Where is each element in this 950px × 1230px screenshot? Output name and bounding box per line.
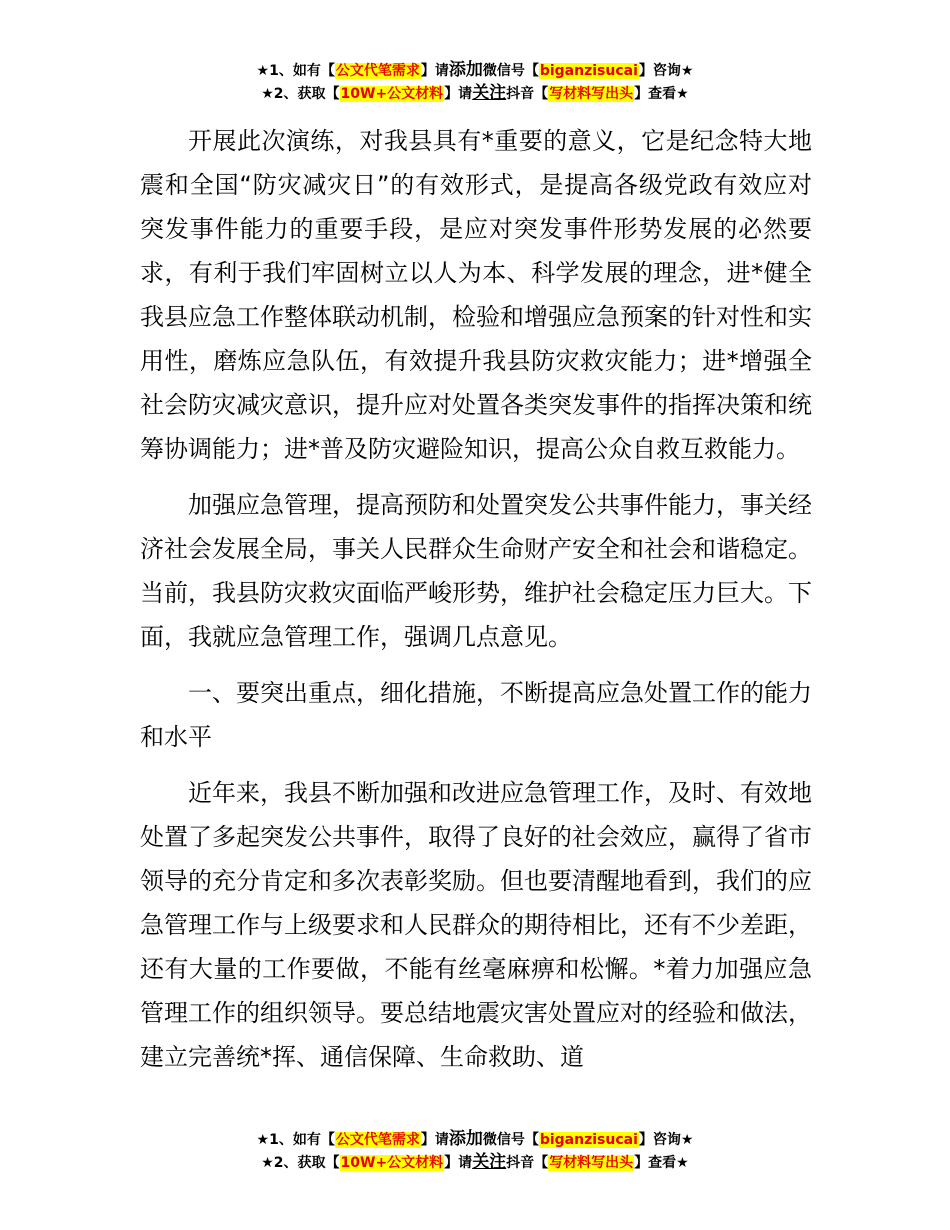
header-line-1-emph: 添加 <box>448 60 483 80</box>
header-line-2-prefix: ★2、获取【 <box>261 86 340 102</box>
footer-banner <box>0 1128 950 1174</box>
footer-line-2 <box>0 1151 950 1174</box>
header-line-1-prefix: ★1、如有【 <box>256 63 335 79</box>
footer-line-1-prefix: ★1、如有【 <box>256 1132 335 1148</box>
footer-line-1-mid-a: 】请 <box>420 1132 449 1148</box>
header-wechat-id: biganzisucai <box>539 63 638 79</box>
header-banner <box>0 59 950 105</box>
header-line-1-suffix: 】咨询★ <box>638 63 694 79</box>
footer-douyin-id: 写材料写出头 <box>549 1155 634 1171</box>
header-line-1-mid-b: 微信号【 <box>482 63 539 79</box>
footer-line-1 <box>0 1128 950 1151</box>
paragraph-1: 开展此次演练，对我县具有*重要的意义，它是纪念特大地震和全国“防灾减灾日”的有效形式，是提高各级党政有效应对突发事件能力的重要手段，是应对突发事件形势发展的必然要求，有利于我们牢固树立以人为本、科学发展的理念，进*健全我县应急工作整体联动机制，检验和增强应急预案的针对性和实用性，磨炼应急队伍，有效提升我县防灾救灾能力；进*增强全社会防灾减灾意识，提升应对处置各类突发事件的指挥决策和统筹协调能力；进*普及防灾避险知识，提高公众自救互救能力。 <box>140 127 812 463</box>
footer-line-2-emph: 关注 <box>472 1152 507 1172</box>
header-line-2-mid-a: 】请 <box>444 86 473 102</box>
footer-line-2-mid-a: 】请 <box>444 1155 473 1171</box>
footer-line-2-mid-b: 抖音【 <box>506 1155 549 1171</box>
header-materials-tag: 10W+公文材料 <box>340 86 444 102</box>
footer-line-1-emph: 添加 <box>448 1129 483 1149</box>
footer-wechat-id: biganzisucai <box>539 1132 638 1148</box>
header-line-2-emph: 关注 <box>472 83 507 103</box>
header-line-2 <box>0 82 950 105</box>
footer-line-1-suffix: 】咨询★ <box>638 1132 694 1148</box>
header-douyin-id: 写材料写出头 <box>549 86 634 102</box>
footer-materials-tag: 10W+公文材料 <box>340 1155 444 1171</box>
header-service-tag: 公文代笔需求 <box>335 63 420 79</box>
footer-line-2-suffix: 】查看★ <box>634 1155 689 1171</box>
header-line-2-mid-b: 抖音【 <box>506 86 549 102</box>
footer-service-tag: 公文代笔需求 <box>335 1132 420 1148</box>
paragraph-2: 加强应急管理，提高预防和处置突发公共事件能力，事关经济社会发展全局，事关人民群众生命财产安全和社会和谐稳定。当前，我县防灾救灾面临严峻形势，维护社会稳定压力巨大。下面，我就应急管理工作，强调几点意见。 <box>140 491 812 651</box>
document-body <box>140 119 812 1091</box>
footer-line-2-prefix: ★2、获取【 <box>261 1155 340 1171</box>
header-line-1-mid-a: 】请 <box>420 63 449 79</box>
header-line-1 <box>0 59 950 82</box>
section-heading-1: 一、要突出重点，细化措施，不断提高应急处置工作的能力和水平 <box>140 679 812 751</box>
paragraph-3: 近年来，我县不断加强和改进应急管理工作，及时、有效地处置了多起突发公共事件，取得了良好的社会效应，赢得了省市领导的充分肯定和多次表彰奖励。但也要清醒地看到，我们的应急管理工作与上级要求和人民群众的期待相比，还有不少差距，还有大量的工作要做，不能有丝毫麻痹和松懈。*着力加强应急管理工作的组织领导。要总结地震灾害处置应对的经验和做法，建立完善统*挥、通信保障、生命救助、道 <box>140 779 812 1071</box>
header-line-2-suffix: 】查看★ <box>634 86 689 102</box>
footer-line-1-mid-b: 微信号【 <box>482 1132 539 1148</box>
